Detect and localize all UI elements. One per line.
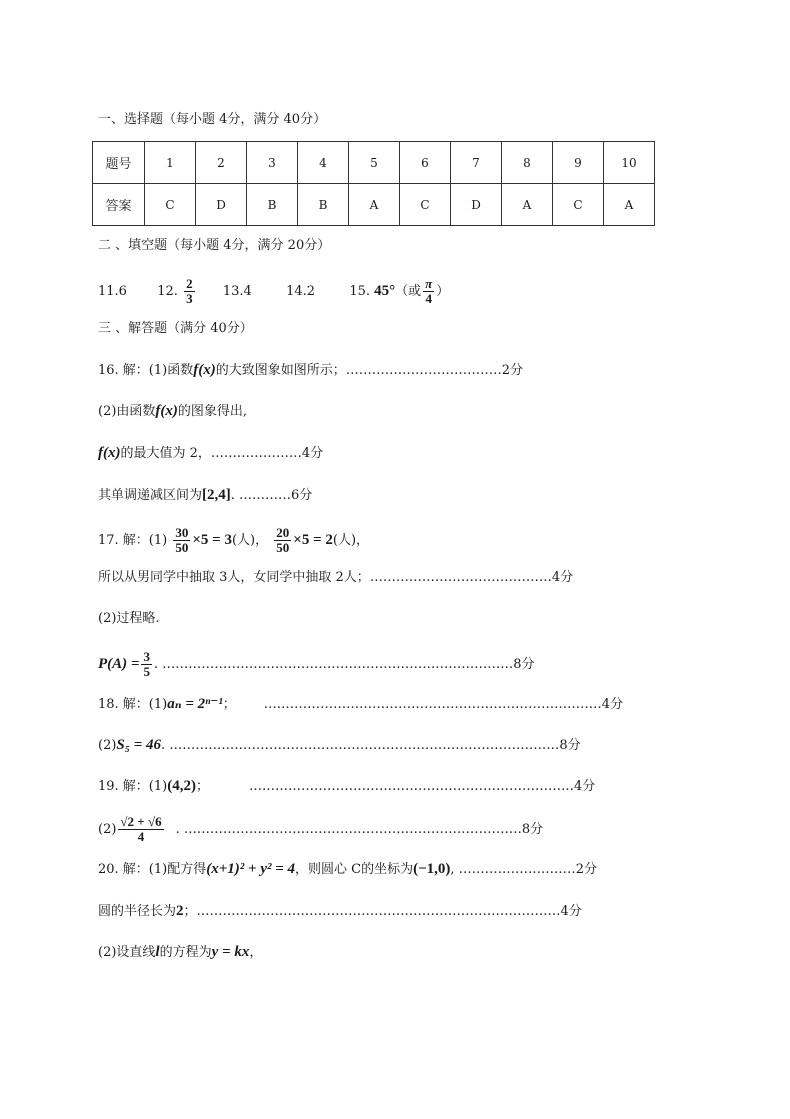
q17-intro: 17. 解：(1): [98, 533, 168, 548]
score-dots: . …………: [230, 488, 292, 503]
interval: [2,4]: [202, 487, 231, 503]
score-label: 4分: [551, 570, 574, 585]
table-cell: A: [604, 184, 655, 226]
q18-intro: 18. 解：(1): [98, 697, 168, 712]
fraction-30-50: [173, 526, 190, 555]
table-cell: D: [196, 184, 247, 226]
table-cell: 5: [349, 142, 400, 184]
q16-text: 其单调递减区间为: [98, 488, 203, 503]
q19-intro: 19. 解：(1): [98, 779, 168, 794]
fraction-numerator: 30: [175, 525, 189, 540]
q17-line-3: (2)过程略.: [98, 611, 160, 626]
q16-line-2: [98, 401, 247, 422]
q17-line-1: [98, 526, 369, 555]
q16-line-3: [98, 443, 323, 464]
answer-15-or: （或: [395, 284, 422, 299]
answer-11: 11.6: [98, 284, 127, 299]
q16-text: 的图象得出,: [177, 404, 248, 419]
q16-intro: 16. 解：(1)函数: [98, 363, 194, 378]
section-3-title: 三 、解答题（满分 40分）: [98, 321, 253, 336]
table-row-numbers: [93, 142, 655, 184]
fraction-numerator: 3: [143, 649, 150, 664]
fill-in-answers: [98, 277, 449, 306]
table-cell: 10: [604, 142, 655, 184]
section-1-title: 一、选择题（每小题 4分，满分 40分）: [98, 112, 327, 127]
q17-text: 所以从男同学中抽取 3人，女同学中抽取 2人；: [98, 570, 370, 585]
table-cell: C: [400, 184, 451, 226]
score-dots: . ………………………………………………………………………………: [161, 738, 560, 753]
table-cell: 3: [247, 142, 298, 184]
answer-table: [92, 141, 655, 226]
q20-line-3: [98, 942, 262, 963]
q19-text: (2): [98, 822, 117, 837]
q17-line-4: [98, 650, 535, 679]
fraction-denominator: 50: [175, 540, 189, 555]
score-dots: …………………: [210, 446, 302, 461]
q16-text: 的最大值为 2，: [120, 446, 211, 461]
answer-12-fraction: [184, 277, 195, 306]
radius: 2: [176, 903, 184, 919]
line-equation: y = kx: [211, 944, 250, 960]
fraction-denominator: 50: [276, 540, 290, 555]
q17-line-2: [98, 568, 573, 588]
function-fx: f(x): [155, 403, 178, 419]
score-label: 4分: [601, 697, 624, 712]
q18-text: (2): [98, 738, 117, 753]
table-cell: A: [349, 184, 400, 226]
q19-line-1: [98, 776, 595, 797]
score-label: 8分: [521, 822, 544, 837]
sum-formula: S₅ = 46: [116, 737, 162, 753]
table-cell: A: [502, 184, 553, 226]
fraction-denominator: 5: [143, 664, 150, 679]
q20-text: 圆的半径长为: [98, 904, 177, 919]
table-cell: B: [247, 184, 298, 226]
table-cell: C: [553, 184, 604, 226]
q16-line-4: [98, 485, 312, 506]
function-fx: f(x): [193, 362, 216, 378]
score-dots: ；…………………………………………………………………………: [183, 904, 561, 919]
q16-text: (2)由函数: [98, 404, 156, 419]
answer-13: 13.4: [222, 284, 252, 299]
score-label: 2分: [575, 862, 597, 877]
q20-text: (2)设直线: [98, 945, 156, 960]
q20-text: ，则圆心 C的坐标为: [295, 862, 414, 877]
score-dots: . ………………………………………………………………………: [153, 657, 514, 672]
q16-text: 的大致图象如图所示；: [215, 363, 346, 378]
score-dots: …………………………………………………………………: [249, 779, 574, 794]
score-label: 4分: [560, 904, 582, 919]
score-label: 6分: [291, 488, 313, 503]
q18-line-1: [98, 694, 623, 715]
fraction-numerator: 20: [276, 525, 290, 540]
q18-text: ；: [222, 697, 236, 712]
circle-center: (−1,0): [413, 861, 451, 877]
table-cell: 4: [298, 142, 349, 184]
score-label: 8分: [559, 738, 581, 753]
fraction-numerator: π: [425, 276, 433, 291]
expression: ×5 = 2: [293, 532, 333, 548]
score-label: 4分: [574, 779, 596, 794]
table-cell: 1: [145, 142, 196, 184]
score-label: 2分: [501, 363, 524, 378]
score-dots: ……………………………………: [369, 570, 552, 585]
q20-text: 的方程为: [159, 945, 212, 960]
q20-text: ，: [249, 945, 263, 960]
fraction-sqrt: [118, 815, 163, 844]
fraction-denominator: 4: [425, 291, 432, 306]
table-cell: B: [298, 184, 349, 226]
fraction-3-5: [141, 650, 152, 679]
answer-15-value: 45°: [374, 283, 396, 299]
fraction-numerator: 2: [186, 276, 193, 291]
unit-label: (人)，: [332, 533, 370, 548]
score-dots: . ……………………………………………………………………: [175, 822, 522, 837]
q20-line-1: [98, 859, 597, 880]
fraction-denominator: 4: [137, 829, 145, 844]
table-cell: 8: [502, 142, 553, 184]
score-label: 8分: [513, 657, 535, 672]
answer-15-fraction: [423, 277, 434, 306]
score-dots: ……………………………………………………………………: [263, 697, 602, 712]
answer-15-close: ）: [436, 284, 450, 299]
table-cell: C: [145, 184, 196, 226]
table-cell: 2: [196, 142, 247, 184]
expression: ×5 = 3: [192, 532, 232, 548]
circle-equation: (x+1)² + y² = 4: [206, 861, 296, 877]
table-cell: 7: [451, 142, 502, 184]
function-fx: f(x): [98, 445, 121, 461]
table-header-answer: 答案: [93, 184, 145, 226]
fraction-denominator: 3: [186, 291, 193, 306]
score-label: 4分: [301, 446, 324, 461]
line-variable: l: [155, 944, 160, 960]
answer-14: 14.2: [286, 284, 316, 299]
point: (4,2): [167, 778, 196, 794]
answer-15-label: 15.: [349, 284, 370, 299]
table-cell: 6: [400, 142, 451, 184]
table-cell: D: [451, 184, 502, 226]
probability: P(A) =: [98, 656, 140, 672]
fraction-numerator: √2 + √6: [120, 814, 162, 829]
q20-intro: 20. 解：(1)配方得: [98, 862, 207, 877]
table-row-answers: [93, 184, 655, 226]
q18-line-2: [98, 735, 581, 756]
q19-line-2: [98, 815, 543, 844]
fraction-20-50: [274, 526, 291, 555]
unit-label: (人)，: [231, 533, 269, 548]
section-2-title: 二 、填空题（每小题 4分，满分 20分）: [98, 238, 331, 253]
score-dots: ………………………………: [345, 363, 502, 378]
table-header-number: 题号: [93, 142, 145, 184]
sequence-formula: aₙ = 2ⁿ⁻¹: [167, 696, 223, 712]
q16-line-1: [98, 360, 523, 381]
q19-text: ；: [195, 779, 209, 794]
table-cell: 9: [553, 142, 604, 184]
q20-line-2: [98, 901, 582, 922]
score-dots: , ………………………: [450, 862, 576, 877]
answer-12-label: 12.: [157, 284, 178, 299]
